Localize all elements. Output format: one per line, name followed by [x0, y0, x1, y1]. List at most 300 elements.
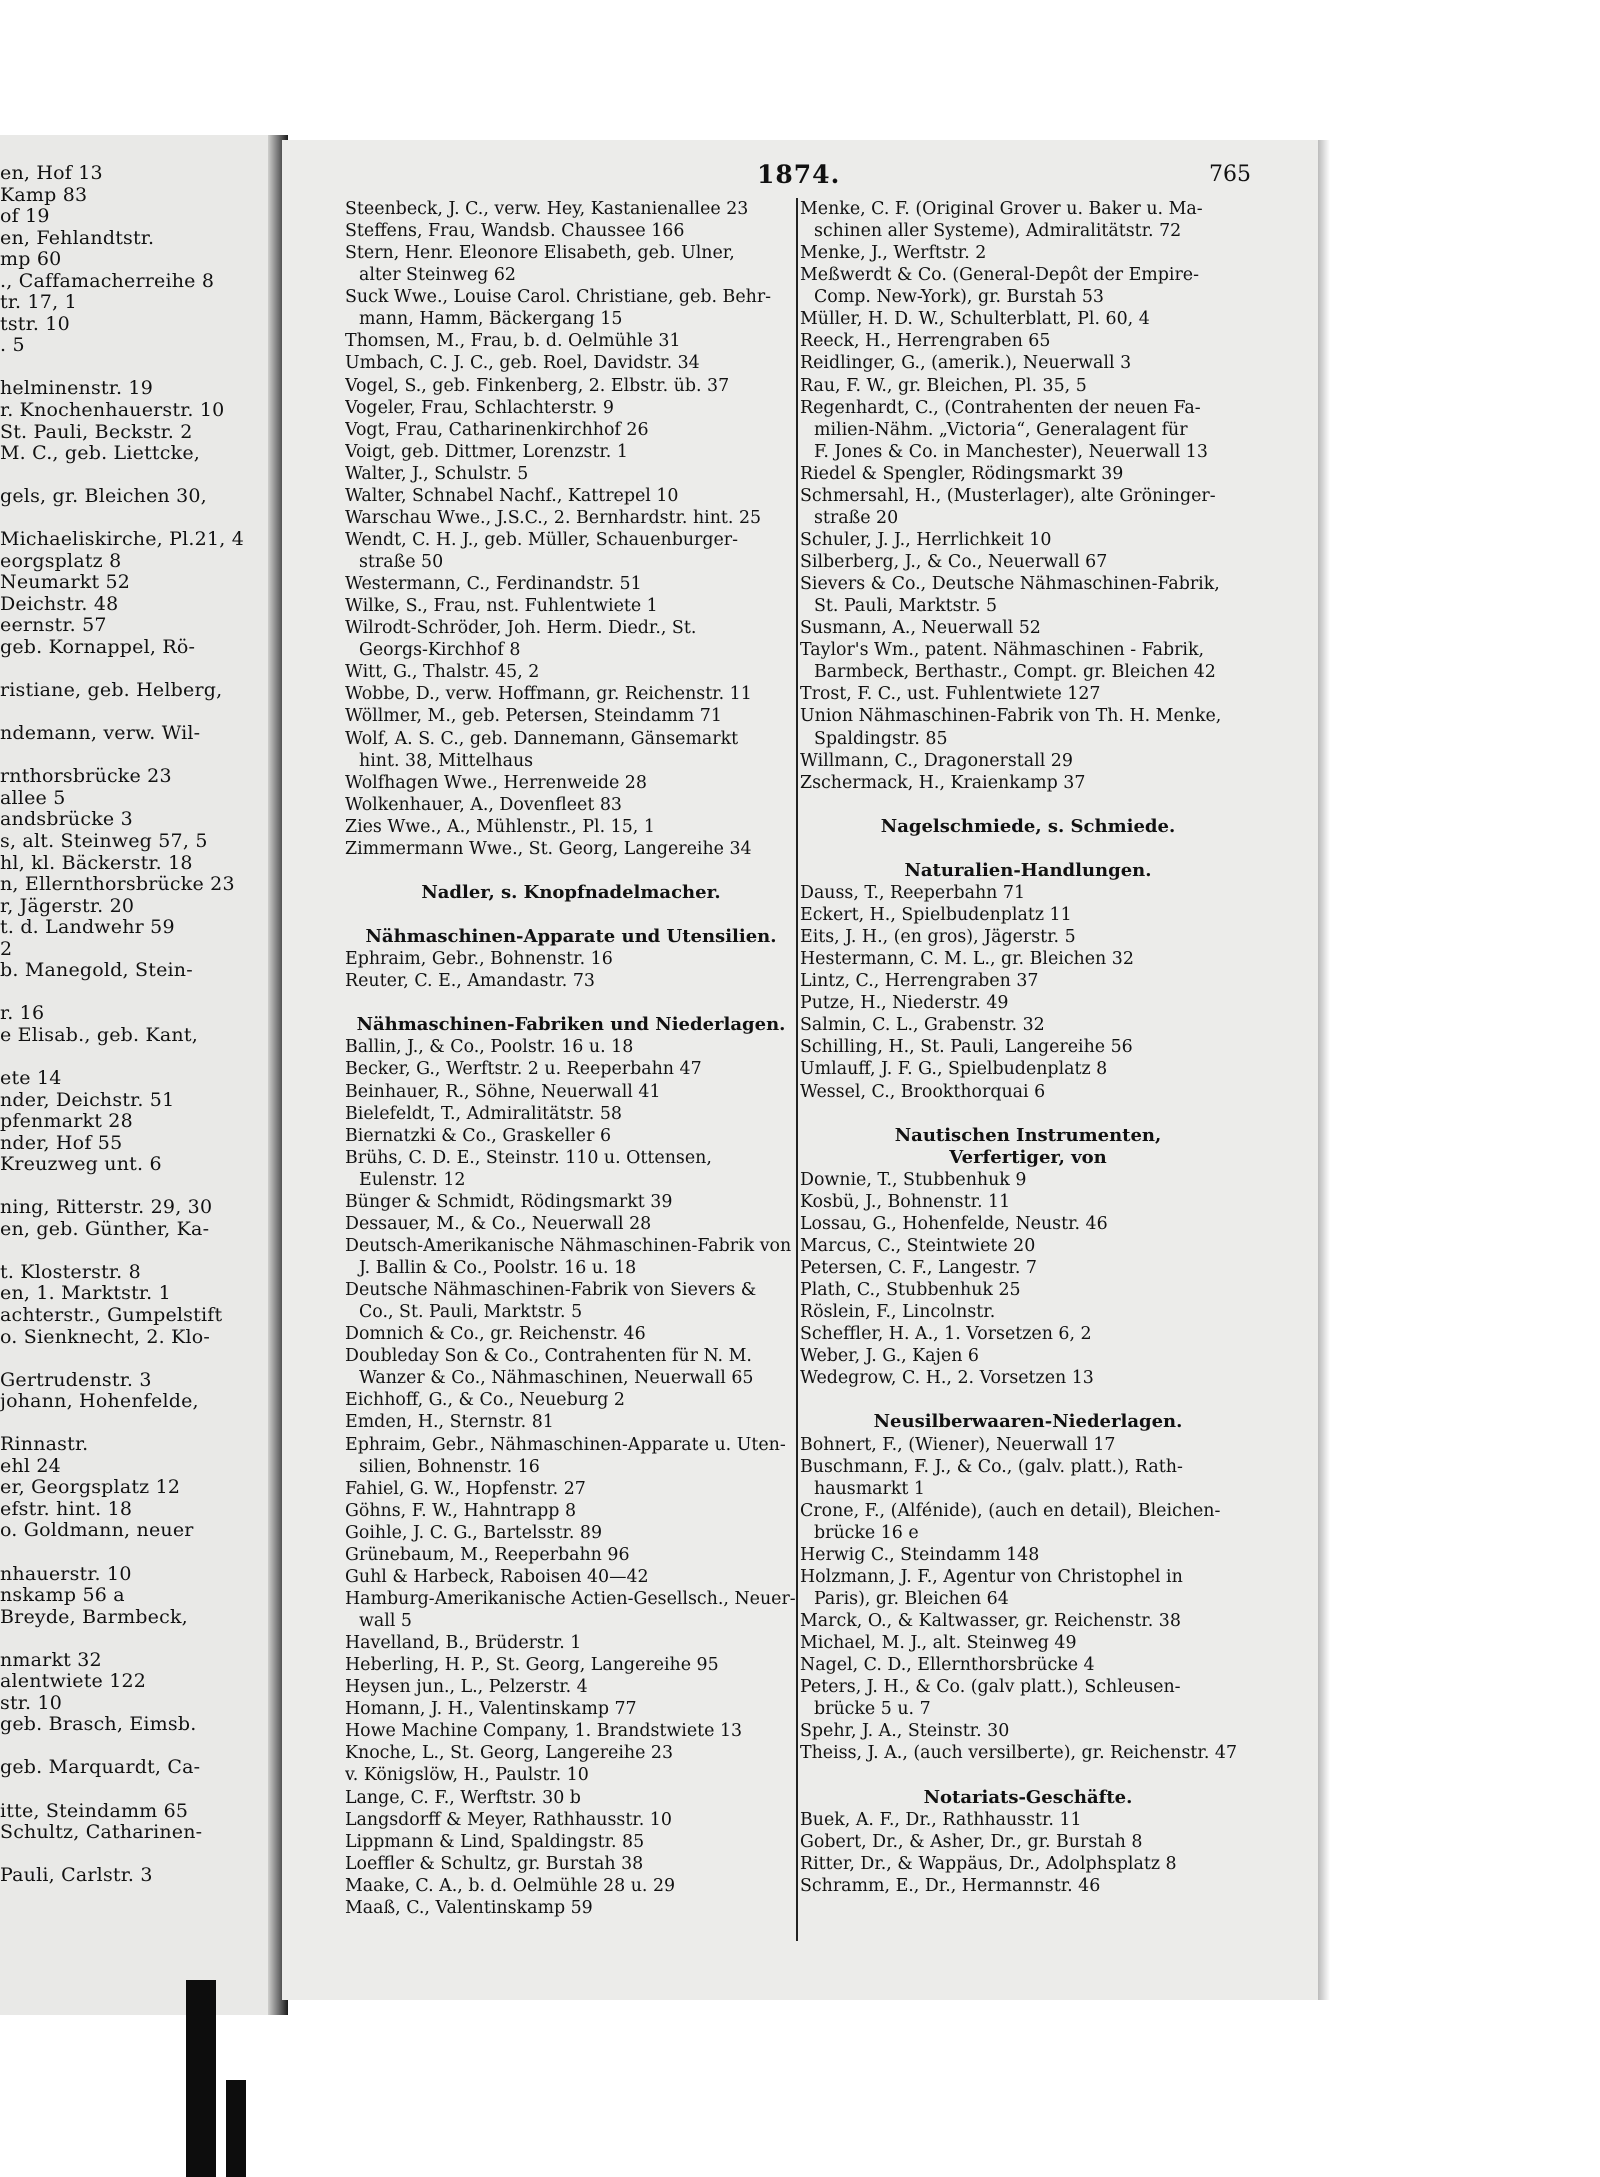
section-spacer	[800, 838, 1256, 860]
directory-entry	[800, 485, 1256, 529]
fragment-line: itte, Steindamm 65	[0, 1800, 189, 1822]
entry-line: Susmann, A., Neuerwall 52	[800, 618, 1041, 639]
entry-line: Wendt, C. H. J., geb. Müller, Schauenburger-	[345, 529, 738, 550]
directory-entry	[800, 1058, 1256, 1080]
fragment-line: e Elisab., geb. Kant,	[0, 1024, 198, 1046]
fragment-line: er, Georgsplatz 12	[0, 1477, 181, 1499]
fragment-line: pfenmarkt 28	[0, 1111, 133, 1133]
fragment-line: efstr. hint. 18	[0, 1498, 133, 1520]
entry-line: hint. 38, Mittelhaus	[359, 750, 534, 771]
entry-line: Co., St. Pauli, Marktstr. 5	[359, 1302, 583, 1323]
directory-entry	[800, 308, 1256, 330]
entry-line: Riedel & Spengler, Rödingsmarkt 39	[800, 463, 1124, 484]
directory-entry	[800, 926, 1256, 948]
entry-line: milien-Nähm. „Victoria“, Generalagent für	[814, 419, 1188, 440]
entry-line: Zschermack, H., Kraienkamp 37	[800, 772, 1086, 793]
entry-line: Umbach, C. J. C., geb. Roel, Davidstr. 34	[345, 353, 700, 374]
directory-entry	[800, 198, 1256, 242]
entry-line: Zimmermann Wwe., St. Georg, Langereihe 34	[345, 838, 752, 859]
fragment-line	[0, 702, 282, 724]
entry-line: Regenhardt, C., (Contrahenten der neuen Fa-	[800, 397, 1201, 418]
directory-entry	[345, 838, 797, 860]
directory-entry	[345, 1500, 797, 1522]
fragment-line: rnthorsbrücke 23	[0, 766, 172, 788]
entry-line: Goihle, J. C. G., Bartelsstr. 89	[345, 1522, 603, 1543]
directory-entry	[800, 573, 1256, 617]
entry-line: Umlauff, J. F. G., Spielbudenplatz 8	[800, 1059, 1108, 1080]
fragment-line: geb. Marquardt, Ca-	[0, 1757, 201, 1779]
entry-line: Bohnert, F., (Wiener), Neuerwall 17	[800, 1434, 1116, 1455]
fragment-line: allee 5	[0, 787, 66, 809]
directory-entry	[800, 639, 1256, 683]
fragment-line	[0, 982, 282, 1004]
directory-entry	[345, 1411, 797, 1433]
directory-entry	[345, 352, 797, 374]
entry-line: Lossau, G., Hohenfelde, Neustr. 46	[800, 1213, 1108, 1234]
directory-entry	[345, 1897, 797, 1919]
directory-entry	[800, 1632, 1256, 1654]
entry-line: Bielefeldt, T., Admiralitätstr. 58	[345, 1103, 622, 1124]
entry-line: Salmin, C. L., Grabenstr. 32	[800, 1015, 1045, 1036]
directory-entry	[345, 286, 797, 330]
directory-entry	[345, 1831, 797, 1853]
directory-entry	[800, 617, 1256, 639]
entry-line: Wolkenhauer, A., Dovenfleet 83	[345, 794, 622, 815]
fragment-line: t. Klosterstr. 8	[0, 1261, 141, 1283]
directory-entry	[800, 242, 1256, 264]
fragment-line: ehl 24	[0, 1455, 61, 1477]
directory-entry	[800, 1809, 1256, 1831]
directory-entry	[345, 1323, 797, 1345]
fragment-line: tr. 17, 1	[0, 292, 77, 314]
fragment-line	[0, 1542, 282, 1564]
entry-line: Taylor's Wm., patent. Nähmaschinen - Fabrik,	[800, 640, 1205, 661]
fragment-line	[0, 1844, 282, 1866]
entry-line: Comp. New-York), gr. Burstah 53	[814, 287, 1104, 308]
directory-entry	[800, 352, 1256, 374]
entry-line: Wessel, C., Brookthorquai 6	[800, 1081, 1046, 1102]
fragment-line: eernstr. 57	[0, 615, 107, 637]
entry-line: Grünebaum, M., Reeperbahn 96	[345, 1544, 630, 1565]
entry-line: Reidlinger, G., (amerik.), Neuerwall 3	[800, 353, 1132, 374]
entry-line: Maake, C. A., b. d. Oelmühle 28 u. 29	[345, 1875, 676, 1896]
spine-band	[186, 1980, 216, 2177]
entry-line: brücke 16 e	[814, 1522, 919, 1543]
directory-entry	[345, 1764, 797, 1786]
entry-line: Deutsche Nähmaschinen-Fabrik von Sievers &	[345, 1280, 757, 1301]
section-heading: Nautischen Instrumenten,	[894, 1124, 1162, 1146]
directory-entry	[345, 772, 797, 794]
entry-line: Lippmann & Lind, Spaldingstr. 85	[345, 1831, 645, 1852]
directory-entry	[345, 1345, 797, 1389]
entry-line: Marcus, C., Steintwiete 20	[800, 1235, 1036, 1256]
entry-line: F. Jones & Co. in Manchester), Neuerwall 13	[814, 441, 1208, 462]
fragment-line: alentwiete 122	[0, 1671, 147, 1693]
entry-line: Eulenstr. 12	[359, 1169, 466, 1190]
directory-entry	[800, 1191, 1256, 1213]
entry-line: Downie, T., Stubbenhuk 9	[800, 1169, 1027, 1190]
entry-line: J. Ballin & Co., Poolstr. 16 u. 18	[359, 1258, 637, 1278]
directory-entry	[800, 1654, 1256, 1676]
fragment-line: en, Hof 13	[0, 163, 103, 184]
fragment-line: nskamp 56 a	[0, 1585, 125, 1607]
directory-entry	[800, 1213, 1256, 1235]
fragment-line	[0, 659, 282, 681]
directory-entry	[345, 1787, 797, 1809]
directory-entry	[800, 1875, 1256, 1897]
entry-line: Meßwerdt & Co. (General-Depôt der Empire-	[800, 265, 1199, 286]
directory-entry	[345, 1566, 797, 1588]
directory-entry	[800, 1169, 1256, 1191]
directory-entry	[345, 397, 797, 419]
fragment-line: achterstr., Gumpelstift	[0, 1304, 223, 1326]
fragment-line: nder, Hof 55	[0, 1132, 123, 1154]
entry-line: Zies Wwe., A., Mühlenstr., Pl. 15, 1	[345, 816, 655, 837]
directory-entry	[345, 948, 797, 970]
fragment-line: hl, kl. Bäckerstr. 18	[0, 852, 193, 874]
fragment-line: o. Sienknecht, 2. Klo-	[0, 1326, 211, 1348]
fragment-line: Pauli, Carlstr. 3	[0, 1865, 153, 1887]
directory-entry	[345, 1742, 797, 1764]
entry-line: silien, Bohnenstr. 16	[359, 1456, 540, 1477]
entry-line: Trost, F. C., ust. Fuhlentwiete 127	[800, 684, 1101, 705]
entry-line: Wolf, A. S. C., geb. Dannemann, Gänsemarkt	[345, 728, 739, 749]
entry-line: Warschau Wwe., J.S.C., 2. Bernhardstr. hint. 25	[345, 507, 762, 528]
directory-entry	[800, 1544, 1256, 1566]
left-page-column	[0, 163, 282, 1887]
entry-line: Eckert, H., Spielbudenplatz 11	[800, 905, 1072, 925]
entry-line: Vogt, Frau, Catharinenkirchhof 26	[345, 419, 649, 440]
entry-line: brücke 5 u. 7	[814, 1699, 931, 1720]
fragment-line: en, geb. Günther, Ka-	[0, 1218, 210, 1240]
fragment-line	[0, 1046, 282, 1068]
entry-line: Kosbü, J., Bohnenstr. 11	[800, 1191, 1011, 1212]
entry-line: Witt, G., Thalstr. 45, 2	[345, 662, 540, 683]
directory-entry	[800, 551, 1256, 573]
entry-line: Wanzer & Co., Nähmaschinen, Neuerwall 65	[359, 1368, 754, 1389]
fragment-line: Kamp 83	[0, 184, 88, 206]
page-number: 765	[1209, 162, 1251, 187]
fragment-line: mp 60	[0, 249, 62, 271]
directory-entry	[345, 1147, 797, 1191]
entry-line: Fahiel, G. W., Hopfenstr. 27	[345, 1478, 586, 1499]
fragment-line: eorgsplatz 8	[0, 550, 122, 572]
entry-line: straße 50	[359, 552, 444, 572]
directory-entry	[345, 485, 797, 507]
directory-entry	[345, 1809, 797, 1831]
directory-entry	[800, 1014, 1256, 1036]
section-heading: Naturalien-Handlungen.	[904, 859, 1152, 881]
directory-entry	[800, 463, 1256, 485]
entry-line: Wilke, S., Frau, nst. Fuhlentwiete 1	[345, 596, 658, 617]
directory-entry	[800, 1257, 1256, 1279]
entry-line: Müller, H. D. W., Schulterblatt, Pl. 60, 4	[800, 309, 1150, 330]
entry-line: Plath, C., Stubbenhuk 25	[800, 1280, 1021, 1301]
entry-line: Steenbeck, J. C., verw. Hey, Kastanienallee 23	[345, 199, 749, 219]
directory-entry	[345, 728, 797, 772]
directory-entry	[345, 529, 797, 573]
directory-entry	[345, 242, 797, 286]
fragment-line	[0, 1779, 282, 1801]
entry-line: Wobbe, D., verw. Hoffmann, gr. Reichenstr. 11	[345, 684, 752, 705]
section-spacer	[800, 1103, 1256, 1125]
directory-entry	[800, 1853, 1256, 1875]
directory-entry	[345, 1522, 797, 1544]
entry-line: Georgs-Kirchhof 8	[359, 640, 521, 661]
fragment-line: nhauerstr. 10	[0, 1563, 132, 1585]
fragment-line: helminenstr. 19	[0, 378, 154, 400]
directory-entry	[345, 507, 797, 529]
directory-entry	[800, 1676, 1256, 1720]
entry-line: Theiss, J. A., (auch versilberte), gr. Reichenstr. 47	[800, 1743, 1238, 1764]
section-spacer	[345, 992, 797, 1014]
fragment-line: Kreuzweg unt. 6	[0, 1154, 162, 1176]
directory-entry	[800, 882, 1256, 904]
fragment-line: andsbrücke 3	[0, 809, 133, 831]
entry-line: Howe Machine Company, 1. Brandstwiete 13	[345, 1721, 743, 1742]
fragment-line: M. C., geb. Liettcke,	[0, 443, 201, 465]
entry-line: Peters, J. H., & Co. (galv platt.), Schleusen-	[800, 1677, 1181, 1698]
entry-line: Lange, C. F., Werftstr. 30 b	[345, 1787, 581, 1808]
entry-line: Steffens, Frau, Wandsb. Chaussee 166	[345, 221, 685, 242]
directory-entry	[345, 617, 797, 661]
fragment-line: nder, Deichstr. 51	[0, 1089, 175, 1111]
entry-line: Marck, O., & Kaltwasser, gr. Reichenstr. 38	[800, 1611, 1181, 1631]
directory-entry	[345, 1853, 797, 1875]
fragment-line	[0, 1240, 282, 1262]
entry-line: Eits, J. H., (en gros), Jägerstr. 5	[800, 927, 1076, 948]
entry-line: Beinhauer, R., Söhne, Neuerwall 41	[345, 1081, 661, 1102]
section-heading: Nagelschmiede, s. Schmiede.	[880, 815, 1176, 837]
fragment-line	[0, 465, 282, 487]
entry-line: Maaß, C., Valentinskamp 59	[345, 1897, 593, 1918]
entry-line: Walter, J., Schulstr. 5	[345, 463, 529, 484]
entry-line: Emden, H., Sternstr. 81	[345, 1412, 554, 1433]
directory-entry	[345, 1588, 797, 1632]
directory-entry	[345, 970, 797, 992]
directory-entry	[800, 330, 1256, 352]
directory-entry	[800, 970, 1256, 992]
directory-entry	[345, 683, 797, 705]
entry-line: Holzmann, J. F., Agentur von Christophel in	[800, 1566, 1183, 1587]
entry-line: Reuter, C. E., Amandastr. 73	[345, 971, 595, 992]
entry-line: Voigt, geb. Dittmer, Lorenzstr. 1	[345, 441, 628, 462]
section-spacer	[800, 1389, 1256, 1411]
directory-entry	[800, 1235, 1256, 1257]
directory-entry	[800, 1831, 1256, 1853]
entry-line: Stern, Henr. Eleonore Elisabeth, geb. Ulner,	[345, 243, 735, 264]
directory-entry	[800, 1610, 1256, 1632]
directory-entry	[345, 375, 797, 397]
entry-line: mann, Hamm, Bäckergang 15	[359, 309, 623, 330]
fragment-line: 2	[0, 938, 13, 960]
directory-entry	[800, 772, 1256, 794]
fragment-line	[0, 1628, 282, 1650]
entry-line: Michael, M. J., alt. Steinweg 49	[800, 1633, 1077, 1654]
directory-entry	[345, 220, 797, 242]
entry-line: Paris), gr. Bleichen 64	[814, 1588, 1009, 1609]
fragment-line	[0, 1348, 282, 1370]
entry-line: Herwig C., Steindamm 148	[800, 1544, 1040, 1565]
entry-line: hausmarkt 1	[814, 1478, 925, 1499]
section-heading: Notariats-Geschäfte.	[923, 1786, 1133, 1808]
fragment-line: Neumarkt 52	[0, 572, 131, 594]
directory-entry	[800, 1323, 1256, 1345]
directory-entry	[345, 705, 797, 727]
entry-line: wall 5	[359, 1611, 412, 1631]
entry-line: Spehr, J. A., Steinstr. 30	[800, 1721, 1010, 1742]
directory-column-right	[800, 198, 1256, 1897]
entry-line: schinen aller Systeme), Admiralitätstr. 72	[814, 221, 1182, 242]
directory-entry	[800, 397, 1256, 463]
entry-line: Union Nähmaschinen-Fabrik von Th. H. Menke,	[800, 706, 1222, 727]
fragment-line: ristiane, geb. Helberg,	[0, 680, 223, 702]
entry-line: Weber, J. G., Kajen 6	[800, 1346, 979, 1367]
directory-entry	[345, 419, 797, 441]
directory-entry	[345, 1125, 797, 1147]
entry-line: Ritter, Dr., & Wappäus, Dr., Adolphsplatz 8	[800, 1853, 1177, 1874]
entry-line: Heysen jun., L., Pelzerstr. 4	[345, 1677, 588, 1698]
entry-line: Ballin, J., & Co., Poolstr. 16 u. 18	[345, 1037, 634, 1058]
entry-line: Heberling, H. P., St. Georg, Langereihe 95	[345, 1655, 719, 1676]
entry-line: Homann, J. H., Valentinskamp 77	[345, 1699, 637, 1720]
fragment-line	[0, 1736, 282, 1758]
directory-entry	[800, 904, 1256, 926]
fragment-line: St. Pauli, Beckstr. 2	[0, 421, 193, 443]
fragment-line: nmarkt 32	[0, 1649, 102, 1671]
directory-entry	[345, 1544, 797, 1566]
fragment-line: ning, Ritterstr. 29, 30	[0, 1197, 213, 1219]
directory-entry	[345, 1676, 797, 1698]
fragment-line: ., Caffamacherreihe 8	[0, 270, 215, 292]
directory-entry	[345, 1058, 797, 1080]
entry-line: Schuler, J. J., Herrlichkeit 10	[800, 529, 1052, 550]
left-page-fragment	[0, 135, 282, 2015]
entry-line: Scheffler, H. A., 1. Vorsetzen 6, 2	[800, 1324, 1092, 1345]
directory-entry	[345, 1036, 797, 1058]
directory-entry	[800, 1345, 1256, 1367]
entry-line: Knoche, L., St. Georg, Langereihe 23	[345, 1743, 674, 1764]
entry-line: Brühs, C. D. E., Steinstr. 110 u. Ottensen,	[345, 1147, 712, 1168]
fragment-line: str. 10	[0, 1692, 63, 1714]
entry-line: Rau, F. W., gr. Bleichen, Pl. 35, 5	[800, 375, 1087, 396]
entry-line: Putze, H., Niederstr. 49	[800, 993, 1009, 1014]
directory-entry	[800, 264, 1256, 308]
entry-line: Westermann, C., Ferdinandstr. 51	[345, 574, 642, 595]
entry-line: Bünger & Schmidt, Rödingsmarkt 39	[345, 1191, 673, 1212]
fragment-line: Breyde, Barmbeck,	[0, 1606, 188, 1628]
fragment-line: ndemann, verw. Wil-	[0, 723, 201, 745]
fragment-line: en, 1. Marktstr. 1	[0, 1283, 171, 1305]
directory-entry	[345, 1279, 797, 1323]
entry-line: Deutsch-Amerikanische Nähmaschinen-Fabrik von	[345, 1235, 792, 1256]
fragment-line: Michaeliskirche, Pl.21, 4	[0, 529, 245, 551]
fragment-line: ete 14	[0, 1067, 62, 1089]
entry-line: Buek, A. F., Dr., Rathhausstr. 11	[800, 1809, 1082, 1830]
entry-line: straße 20	[814, 507, 899, 528]
directory-entry	[345, 1632, 797, 1654]
entry-line: Guhl & Harbeck, Raboisen 40—42	[345, 1566, 649, 1587]
directory-entry	[800, 1720, 1256, 1742]
directory-entry	[345, 816, 797, 838]
directory-entry	[800, 1566, 1256, 1610]
directory-column-left	[345, 198, 797, 1919]
section-heading: Nähmaschinen-Fabriken und Niederlagen.	[356, 1014, 786, 1036]
fragment-line: t. d. Landwehr 59	[0, 917, 175, 939]
entry-line: Thomsen, M., Frau, b. d. Oelmühle 31	[345, 331, 681, 352]
directory-entry	[800, 1367, 1256, 1389]
entry-line: Schilling, H., St. Pauli, Langereihe 56	[800, 1037, 1133, 1058]
entry-line: v. Königslöw, H., Paulstr. 10	[345, 1765, 589, 1786]
fragment-line: johann, Hohenfelde,	[0, 1391, 199, 1413]
entry-line: Domnich & Co., gr. Reichenstr. 46	[345, 1324, 646, 1345]
section-heading: Verfertiger, von	[949, 1146, 1107, 1168]
entry-line: Becker, G., Werftstr. 2 u. Reeperbahn 47	[345, 1059, 702, 1080]
directory-entry	[800, 1456, 1256, 1500]
fragment-line	[0, 508, 282, 530]
directory-entry	[800, 992, 1256, 1014]
entry-line: Schmersahl, H., (Musterlager), alte Gröninger-	[800, 485, 1216, 506]
directory-entry	[800, 1279, 1256, 1301]
directory-entry	[345, 1478, 797, 1500]
entry-line: Buschmann, F. J., & Co., (galv. platt.), Rath-	[800, 1456, 1183, 1477]
directory-entry	[345, 441, 797, 463]
entry-line: Wedegrow, C. H., 2. Vorsetzen 13	[800, 1368, 1094, 1389]
entry-line: Menke, C. F. (Original Grover u. Baker u. Ma-	[800, 199, 1203, 219]
fragment-line: r. Knochenhauerstr. 10	[0, 400, 225, 422]
directory-entry	[345, 595, 797, 617]
directory-entry	[345, 1389, 797, 1411]
entry-line: St. Pauli, Marktstr. 5	[814, 596, 998, 617]
section-spacer	[800, 1764, 1256, 1786]
fragment-line	[0, 357, 282, 379]
entry-line: Lintz, C., Herrengraben 37	[800, 971, 1039, 992]
directory-entry	[800, 1081, 1256, 1103]
directory-entry	[345, 1213, 797, 1235]
entry-line: Röslein, F., Lincolnstr.	[800, 1302, 996, 1323]
fragment-line: en, Fehlandtstr.	[0, 227, 155, 249]
entry-line: Dessauer, M., & Co., Neuerwall 28	[345, 1213, 652, 1234]
entry-line: Walter, Schnabel Nachf., Kattrepel 10	[345, 485, 679, 506]
directory-entry	[345, 1875, 797, 1897]
fragment-line: Deichstr. 48	[0, 593, 119, 615]
page-year: 1874.	[757, 160, 841, 189]
fragment-line: r. 16	[0, 1003, 45, 1025]
entry-line: Wilrodt-Schröder, Joh. Herm. Diedr., St.	[345, 618, 697, 639]
fragment-line	[0, 1413, 282, 1435]
entry-line: Göhns, F. W., Hahntrapp 8	[345, 1500, 577, 1521]
entry-line: Barmbeck, Berthastr., Compt. gr. Bleichen 42	[814, 662, 1216, 683]
directory-entry	[345, 198, 797, 220]
entry-line: Hestermann, C. M. L., gr. Bleichen 32	[800, 949, 1134, 970]
fragment-line: Schultz, Catharinen-	[0, 1822, 203, 1844]
directory-entry	[800, 705, 1256, 749]
fragment-line: s, alt. Steinweg 57, 5	[0, 830, 208, 852]
directory-entry	[800, 1500, 1256, 1544]
directory-entry	[345, 1698, 797, 1720]
fragment-line: b. Manegold, Stein-	[0, 960, 193, 982]
directory-entry	[800, 1036, 1256, 1058]
entry-line: Vogel, S., geb. Finkenberg, 2. Elbstr. üb. 37	[345, 375, 730, 396]
entry-line: Loeffler & Schultz, gr. Burstah 38	[345, 1853, 644, 1874]
spine-band	[226, 2080, 246, 2177]
fragment-line: Rinnastr.	[0, 1434, 89, 1456]
fragment-line: o. Goldmann, neuer	[0, 1520, 194, 1542]
directory-entry	[800, 683, 1256, 705]
section-heading: Nähmaschinen-Apparate und Utensilien.	[365, 926, 777, 948]
entry-line: Ephraim, Gebr., Nähmaschinen-Apparate u. Uten-	[345, 1434, 786, 1455]
directory-entry	[345, 1654, 797, 1676]
